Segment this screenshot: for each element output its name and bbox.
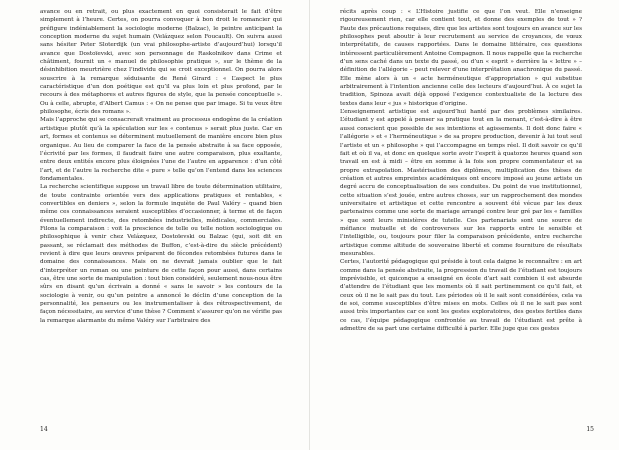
paragraph: Certes, l’autorité pédagogique qui préside à tout cela daigne le reconnaître : en art comme dans la pensée abstraite, la progression du travail de l’étudiant est toujours imprévisible, et quiconque a enseigné en école d’art sait combien il est absurde d’attendre de l’étudiant que les moments où il sait pertinemment ce qu’il fait, et ceux où il ne le sait pas du tout. Les périodes où il le sait sont considérées, cela va de soi, comme susceptibles d’être mises en mots. Celles où il ne le sait pas sont aussi très importantes car ce sont les gestes exploratoires, des gestes fertiles dans ce cas, l’équipe pédagogique confrontée au travail de l’étudiant est prête à admettre de sa part une certaine difficulté à parler. Elle juge que ces gestes xyxy=(340,259,582,333)
page-number: 15 xyxy=(586,426,594,433)
left-page xyxy=(0,0,309,450)
left-page-text xyxy=(40,8,282,420)
paragraph: L’enseignement artistique est aujourd’hui hanté par des problèmes similaires. L’étudiant y est appelé à penser sa pratique tout en la menant, c’est-à-dire à être aussi conscient que possible de ses intentions et agissements. Il doit donc faire « l’allégorie » et « l’herméneutique » de sa propre production, devenir à lui tout seul l’artiste et un « philosophe » qui l’accompagne en temps réel. Il doit savoir ce qu’il fait et où il va, et donc en quelque sorte avoir l’esprit à quatorze heures quand son travail en est à midi – être en somme à la fois son propre commentateur et sa propre extrapolation. Mastérisation des diplômes, multiplication des thèses de création et autres empreintes académiques ont encore imposé au jeune artiste un degré accru de conceptualisation de ses conduites. Du point de vue institutionnel, cette situation s’est jouée, entre autres choses, sur un rapprochement des mondes universitaire et artistique et cette rencontre a souvent été vécue par les deux partenaires comme une sorte de mariage arrangé contre leur gré par les « familles » que sont leurs ministères de tutelle. Ces partenariats sont une source de méfiance mutuelle et de controverses sur les rapports entre le sensible et l’intelligible, ou, toujours pour filer la comparaison précédente, entre recherche artistique comme altitude de souveraine liberté et comme fourniture de résultats mesurables. xyxy=(340,109,582,257)
paragraph: avance ou en retrait, ou plus exactement en quoi consisterait le fait d’être simplement à l’heure. Certes, on pourra convoquer à bon droit le romancier qui préfigure indéniablement la sociologie moderne (Balzac), le peintre anticipant la conception moderne du sujet humain (Velázquez selon Foucault). On suivra aussi sans hésiter Peter Sloterdijk (un vrai philosophe-artiste d’aujourd’hui) lorsqu’il avance que Dostoïevski, avec son personnage de Raskolnikov dans Crime et châtiment, fournit un « manuel de philosophie pratique », sur le thème de la désinhibition meurtrière chez l’individu qui se croit exceptionnel. On pourra alors souscrire à la remarque séduisante de René Girard : « L’aspect le plus caractéristique d’un don poétique est qu’il va plus loin et plus profond, par le recours à des métaphores et autres figures de style, que la pensée conceptuelle ». Ou à celle, abrupte, d’Albert Camus : « On ne pense que par image. Si tu veux être philosophe, écris des romans ». xyxy=(40,9,282,116)
paragraph: Mais l’approche qui se consacrerait vraiment au processus endogène de la création artistique plutôt qu’à la spéculation sur les « contenus » serait plus juste. Car en art, formes et contenus se déterminent mutuellement de manière encore bien plus organique. Au lieu de comparer la face de la pensée abstraite à sa face opposée, l’écrivité par les formes, il faudrait faire une autre comparaison, plus exaltante, entre deux entités encore plus éloignées l’une de l’autre en apparence : d’un côté l’art, et de l’autre la recherche dite « pure » telle qu’on l’entend dans les sciences fondamentales. xyxy=(40,117,282,182)
paragraph: récits après coup : « L’Histoire justifie ce que l’on veut. Elle n’enseigne rigoureusement rien, car elle contient tout, et donne des exemples de tout » ? Faute des précautions requises, dire que les artistes sont toujours en avance sur les philosophes peut aboutir à leur recrutement au service de croyances, de vœux interprétatifs, de causes rapportées. Dans le domaine littéraire, ces questions intéressent particulièrement Antoine Compagnon. Il nous rappelle que la recherche d’un sens caché dans un texte du passé, ou d’un « esprit » derrière la « lettre » – définition de l’allégorie – peut relever d’une interprétation anachronique du passé. Elle mène alors à un « acte herméneutique d’appropriation » qui substitue arbitrairement à l’intention ancienne celle des lecteurs d’aujourd’hui. À ce sujet la tradition, Spinoza avait déjà opposé l’exigence contextualiste de la lecture des textes dans leur « jus » historique d’origine. xyxy=(340,9,582,107)
page-number: 14 xyxy=(40,426,48,433)
right-page xyxy=(310,0,619,450)
right-page-text xyxy=(340,8,582,420)
paragraph: La recherche scientifique suppose un travail libre de toute détermination utilitaire, de toute contrainte orientée vers des applications pratiques et rentables, « convertibles en deniers », selon la formule inquiète de Paul Valéry – quand bien même ces connaissances seraient susceptibles d’occasionner, à terme et de façon éventuellement indirecte, des retombées industrielles, médicales, commerciales. Filons la comparaison : voit la prescience de telle ou telle notion sociologique ou philosophique à venir chez Velázquez, Dostoïevski ou Balzac (qui, soit dit en passant, se réclamait des méthodes de Buffon, c’est-à-dire du siècle précédent) revient à dire que leurs œuvres préparent de fécondes retombées futures dans le domaine des connaissances. Mais on ne devrait jamais oublier que le fait d’interpréter un roman ou une peinture de cette façon pour aussi, dans certains cas, être une sorte de manipulation : tout bien considéré, seulement nous-nous être sûrs en disant qu’un écrivain a donné « sans le savoir » les contours de la sociologie à venir, ou qu’un peintre a annoncé le déclin d’une conception de la personnalité, les penseurs ou les instrumentaliser à des rétrospectivement, de façon nécessitaire, au service d’une thèse ? Comment s’assurer qu’on ne vérifie pas la remarque alarmante du même Valéry sur l’arbitraire des xyxy=(40,184,282,324)
